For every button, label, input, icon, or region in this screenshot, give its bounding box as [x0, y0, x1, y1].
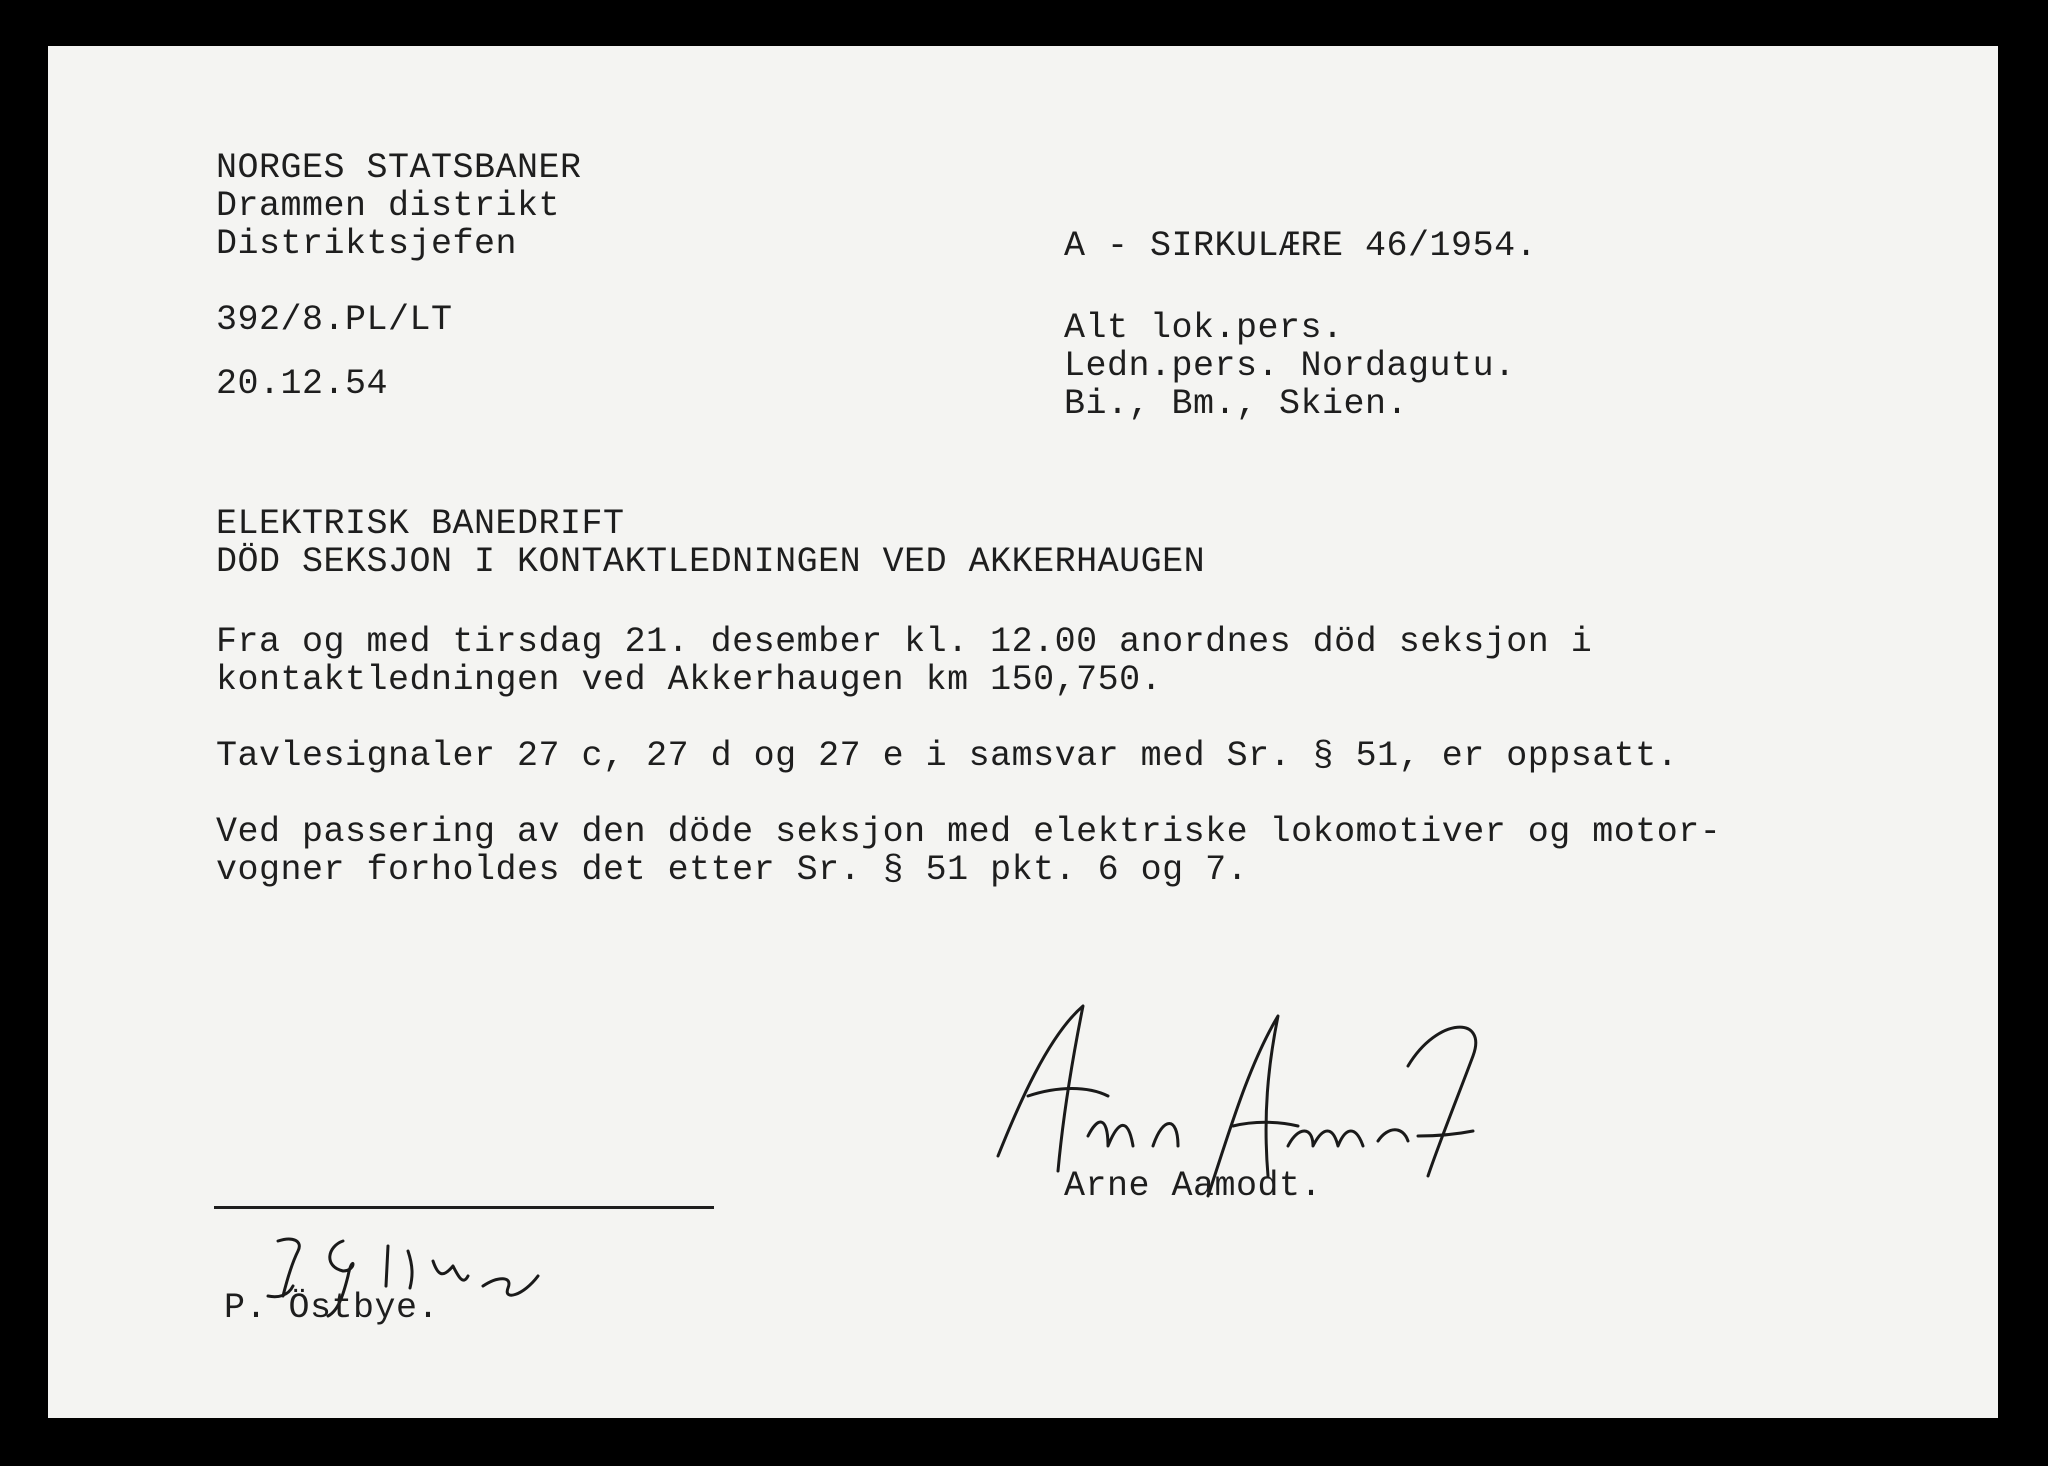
sender-district: Drammen distrikt — [216, 186, 561, 226]
sender-org: NORGES STATSBANER — [216, 148, 582, 188]
signatory-name-secondary: P. Östbye. — [224, 1288, 440, 1328]
recipient-line: Ledn.pers. Nordagutu. — [1064, 346, 1516, 386]
body-paragraph-3-line-2: vogner forholdes det etter Sr. § 51 pkt. 6 og 7. — [216, 850, 1249, 890]
body-paragraph-1-line-2: kontaktledningen ved Akkerhaugen km 150,750. — [216, 660, 1163, 700]
document-date: 20.12.54 — [216, 364, 389, 404]
signature-line — [214, 1206, 714, 1209]
body-paragraph-3-line-1: Ved passering av den döde seksjon med elektriske lokomotiver og motor- — [216, 812, 1722, 852]
document-page — [48, 46, 1998, 1418]
subject-line-2: DÖD SEKSJON I KONTAKTLEDNINGEN VED AKKERHAUGEN — [216, 542, 1206, 582]
reference-number: 392/8.PL/LT — [216, 300, 453, 340]
signatory-name-main: Arne Aamodt. — [1064, 1166, 1323, 1206]
recipient-line: Bi., Bm., Skien. — [1064, 384, 1409, 424]
subject-line-1: ELEKTRISK BANEDRIFT — [216, 504, 625, 544]
body-paragraph-1-line-1: Fra og med tirsdag 21. desember kl. 12.00 anordnes död seksjon i — [216, 622, 1593, 662]
recipient-line: Alt lok.pers. — [1064, 308, 1344, 348]
body-paragraph-2: Tavlesignaler 27 c, 27 d og 27 e i samsvar med Sr. § 51, er oppsatt. — [216, 736, 1679, 776]
circular-title: A - SIRKULÆRE 46/1954. — [1064, 226, 1538, 266]
sender-office: Distriktsjefen — [216, 224, 518, 264]
